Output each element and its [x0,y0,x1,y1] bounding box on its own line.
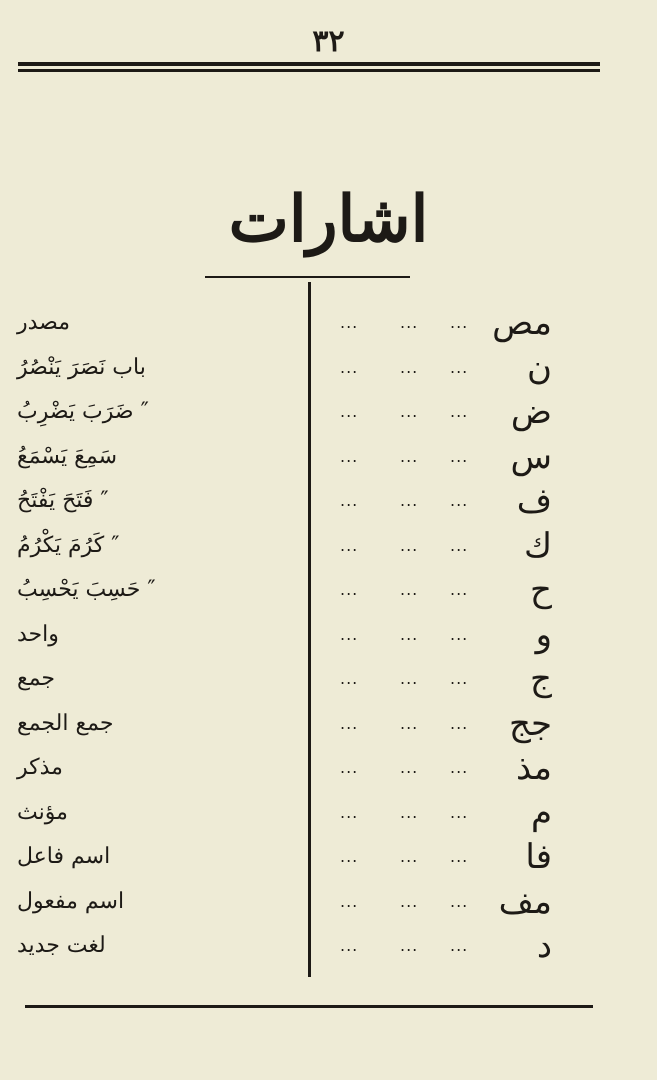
leader-dots: ... [400,491,419,510]
abbreviation: ك [523,525,552,566]
leader-dots: ... [450,402,469,421]
leader-dots: ... [450,758,469,777]
list-item [0,790,657,836]
leader-dots: ... [450,847,469,866]
leader-dots: ... [450,580,469,599]
header-rule-top [18,62,600,66]
abbreviation-meaning: جمع الجمع [17,710,114,736]
list-item [0,923,657,969]
leader-dots: ... [340,713,359,733]
abbreviation: ن [527,347,552,388]
leader-dots: ... [400,758,419,777]
list-item [0,567,657,613]
abbreviation: ج [530,659,552,699]
leader-dots: ... [340,802,359,822]
abbreviation: جج [509,703,552,744]
abbreviation-meaning: ″ فَتَحَ يَفْتَحُ [17,488,109,513]
list-item [0,434,657,480]
abbreviation: ح [530,570,552,610]
page-title: اشارات [228,182,429,257]
abbreviation: ض [510,392,552,432]
list-item [0,656,657,702]
leader-dots: ... [400,936,419,955]
header-rule-bottom [18,69,600,72]
page-number: ۳۲ [312,24,345,59]
leader-dots: ... [400,624,419,644]
list-item [0,701,657,747]
list-item [0,834,657,880]
leader-dots: ... [450,891,469,911]
abbreviation-meaning: مؤنث [17,799,68,825]
list-item [0,300,657,346]
leader-dots: ... [450,713,469,733]
abbreviation-meaning: اسم فاعل [17,844,111,869]
abbreviation: س [510,436,552,477]
leader-dots: ... [340,313,359,332]
list-item [0,879,657,925]
leader-dots: ... [400,402,419,421]
leader-dots: ... [450,936,469,955]
leader-dots: ... [340,847,359,866]
leader-dots: ... [400,446,419,466]
leader-dots: ... [340,446,359,466]
list-item [0,745,657,791]
leader-dots: ... [450,313,469,332]
list-item [0,345,657,391]
abbreviation-meaning: ″ كَرُمَ يَكْرُمُ [17,532,120,558]
title-underline [205,276,410,278]
abbreviation-meaning: اسم مفعول [17,888,125,914]
leader-dots: ... [400,847,419,866]
abbreviation: مص [492,303,552,343]
leader-dots: ... [340,535,359,555]
list-item [0,389,657,435]
abbreviation-meaning: جمع [17,666,56,691]
leader-dots: ... [400,669,419,688]
abbreviation: ف [516,481,552,521]
abbreviation-meaning: لغت جديد [17,933,106,958]
leader-dots: ... [340,357,359,377]
leader-dots: ... [450,624,469,644]
abbreviation-meaning: مصدر [17,310,71,335]
abbreviation: د [536,926,552,966]
footer-rule [25,1005,593,1008]
abbreviation-meaning: ″ حَسِبَ يَحْسِبُ [17,577,156,602]
leader-dots: ... [340,402,359,421]
leader-dots: ... [340,491,359,510]
leader-dots: ... [400,580,419,599]
leader-dots: ... [400,802,419,822]
leader-dots: ... [450,669,469,688]
leader-dots: ... [450,491,469,510]
abbreviation-meaning: باب نَصَرَ يَنْصُرُ [17,354,146,380]
leader-dots: ... [340,669,359,688]
leader-dots: ... [340,936,359,955]
abbreviation: و [535,614,552,655]
leader-dots: ... [400,535,419,555]
abbreviation: م [530,792,552,833]
abbreviation-meaning: ″ ضَرَبَ يَضْرِبُ [17,399,149,424]
list-item [0,523,657,569]
leader-dots: ... [400,713,419,733]
leader-dots: ... [400,891,419,911]
leader-dots: ... [400,313,419,332]
abbreviation: مف [498,881,552,922]
abbreviation-meaning: مذكر [17,755,63,780]
list-item [0,612,657,658]
leader-dots: ... [400,357,419,377]
leader-dots: ... [340,624,359,644]
leader-dots: ... [450,446,469,466]
list-item [0,478,657,524]
leader-dots: ... [340,758,359,777]
abbreviation-meaning: واحد [17,621,59,647]
leader-dots: ... [340,580,359,599]
leader-dots: ... [450,535,469,555]
leader-dots: ... [450,802,469,822]
abbreviation-meaning: سَمِعَ يَسْمَعُ [17,443,118,469]
leader-dots: ... [450,357,469,377]
abbreviation: فا [525,837,552,877]
abbreviation: مذ [515,748,552,788]
leader-dots: ... [340,891,359,911]
